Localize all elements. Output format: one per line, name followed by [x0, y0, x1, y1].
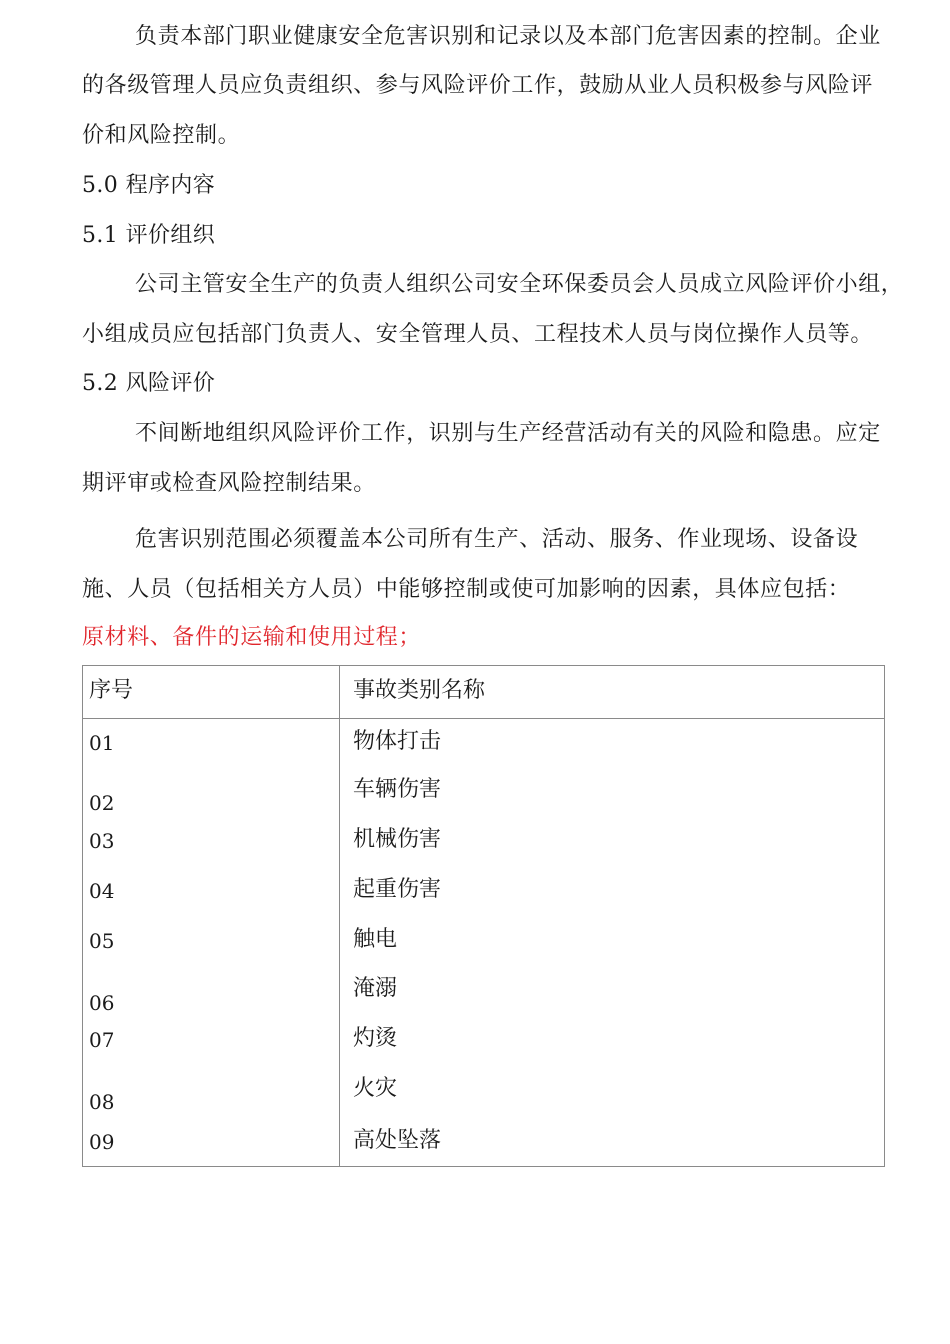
- table-row-3-name: 机械伤害: [353, 827, 442, 852]
- table-row-4-name: 起重伤害: [353, 877, 442, 902]
- paragraph-1-line-1: 负责本部门职业健康安全危害识别和记录以及本部门危害因素的控制。企业: [135, 24, 881, 49]
- table-row-9-name: 高处坠落: [353, 1128, 442, 1153]
- table-row-1-name: 物体打击: [353, 729, 442, 754]
- paragraph-4-line-1: 危害识别范围必须覆盖本公司所有生产、活动、服务、作业现场、设备设: [135, 527, 859, 552]
- table-row-8-number: 08: [89, 1090, 115, 1114]
- table-row-8-name: 火灾: [353, 1076, 398, 1101]
- table-header-divider: [83, 718, 884, 719]
- table-row-7-number: 07: [89, 1028, 115, 1052]
- accident-category-table: [82, 665, 885, 1167]
- table-header-category: 事故类别名称: [353, 678, 486, 703]
- section-heading-5-2: 5.2 风险评价: [82, 371, 216, 396]
- paragraph-2-line-2: 小组成员应包括部门负责人、安全管理人员、工程技术人员与岗位操作人员等。: [82, 322, 874, 347]
- table-row-6-number: 06: [89, 991, 115, 1015]
- highlighted-note: 原材料、备件的运输和使用过程；: [82, 625, 422, 650]
- paragraph-4-line-2: 施、人员（包括相关方人员）中能够控制或使可加影响的因素，具体应包括：: [82, 577, 851, 602]
- section-heading-5-1: 5.1 评价组织: [82, 223, 216, 248]
- paragraph-3-line-2: 期评审或检查风险控制结果。: [82, 471, 376, 496]
- paragraph-1-line-2: 的各级管理人员应负责组织、参与风险评价工作，鼓励从业人员积极参与风险评: [82, 73, 874, 98]
- paragraph-3-line-1: 不间断地组织风险评价工作，识别与生产经营活动有关的风险和隐患。应定: [135, 421, 881, 446]
- table-row-2-name: 车辆伤害: [353, 777, 442, 802]
- table-row-4-number: 04: [89, 879, 115, 903]
- section-heading-5-0: 5.0 程序内容: [82, 173, 216, 198]
- table-row-7-name: 灼烫: [353, 1026, 398, 1051]
- table-header-number: 序号: [89, 678, 134, 703]
- table-row-5-name: 触电: [353, 927, 398, 952]
- table-column-divider: [339, 666, 340, 1166]
- table-row-9-number: 09: [89, 1130, 115, 1154]
- table-row-1-number: 01: [89, 731, 115, 755]
- table-row-5-number: 05: [89, 929, 115, 953]
- table-row-3-number: 03: [89, 829, 115, 853]
- table-row-2-number: 02: [89, 791, 115, 815]
- paragraph-1-line-3: 价和风险控制。: [82, 123, 241, 148]
- table-row-6-name: 淹溺: [353, 976, 398, 1001]
- paragraph-2-line-1: 公司主管安全生产的负责人组织公司安全环保委员会人员成立风险评价小组，: [135, 272, 904, 297]
